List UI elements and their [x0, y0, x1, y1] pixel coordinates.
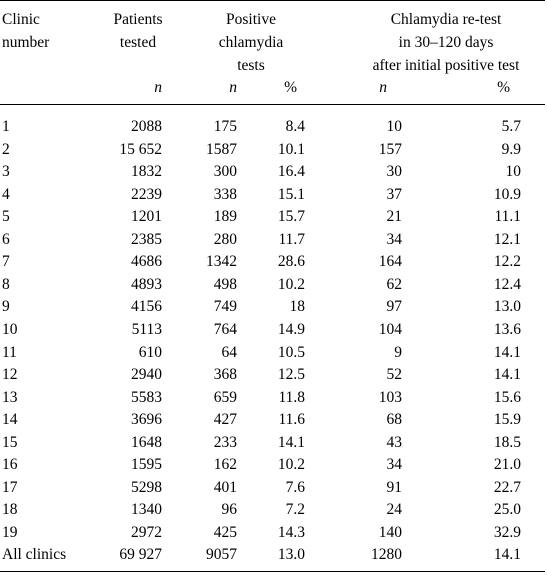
- subheader-retest-n: n: [379, 79, 387, 96]
- cell-retest-n: 24: [386, 501, 402, 519]
- cell-retest-n: 97: [386, 298, 402, 316]
- cell-positive-n: 189: [213, 208, 237, 226]
- cell-patients-tested: 69 927: [119, 546, 162, 564]
- cell-clinic-number: 2: [2, 140, 10, 158]
- cell-patients-tested: 2385: [131, 230, 162, 248]
- header-patients-line1: Patients: [113, 11, 163, 28]
- cell-positive-n: 300: [213, 163, 237, 181]
- cell-positive-pct: 10.2: [277, 456, 305, 474]
- cell-retest-n: 104: [378, 320, 402, 338]
- cell-retest-pct: 13.6: [493, 320, 521, 338]
- table-row: [0, 498, 547, 521]
- cell-positive-pct: 14.1: [277, 433, 305, 451]
- cell-patients-tested: 1832: [131, 163, 162, 181]
- cell-clinic-number: All clinics: [2, 546, 67, 564]
- cell-retest-n: 43: [386, 433, 402, 451]
- cell-positive-n: 96: [221, 501, 237, 519]
- cell-retest-pct: 13.0: [493, 298, 521, 316]
- header-retest: [349, 8, 543, 77]
- cell-retest-pct: 5.7: [501, 118, 521, 135]
- cell-patients-tested: 1648: [131, 433, 162, 451]
- cell-patients-tested: 2972: [131, 523, 162, 541]
- cell-clinic-number: 6: [2, 230, 10, 248]
- cell-retest-pct: 25.0: [493, 501, 521, 519]
- cell-retest-pct: 9.9: [501, 140, 521, 158]
- table-row: [0, 453, 547, 476]
- table-row: [0, 228, 547, 251]
- table-row: [0, 431, 547, 454]
- cell-retest-n: 164: [378, 253, 402, 271]
- table-row: [0, 476, 547, 499]
- table-row: [0, 543, 547, 566]
- cell-positive-pct: 16.4: [277, 163, 305, 181]
- cell-positive-pct: 18: [289, 298, 305, 316]
- cell-clinic-number: 8: [2, 275, 10, 293]
- cell-retest-pct: 12.4: [493, 275, 521, 293]
- cell-retest-n: 34: [386, 230, 402, 248]
- cell-retest-pct: 32.9: [493, 523, 521, 541]
- cell-clinic-number: 18: [2, 501, 18, 519]
- table-row: [0, 521, 547, 544]
- header-retest-line2: in 30–120 days: [398, 34, 494, 51]
- cell-positive-n: 498: [213, 275, 237, 293]
- table-row: [0, 115, 547, 138]
- cell-patients-tested: 2940: [131, 366, 162, 384]
- header-retest-line3: after initial positive test: [372, 57, 520, 74]
- cell-clinic-number: 4: [2, 185, 10, 203]
- header-patients-line2: tested: [119, 34, 157, 51]
- cell-retest-n: 103: [378, 388, 402, 406]
- cell-retest-n: 30: [386, 163, 402, 181]
- cell-clinic-number: 14: [2, 411, 18, 429]
- cell-retest-n: 34: [386, 456, 402, 474]
- header-positive-tests: [206, 8, 296, 77]
- cell-patients-tested: 2088: [131, 118, 162, 135]
- cell-retest-pct: 11.1: [494, 208, 521, 226]
- cell-clinic-number: 11: [2, 343, 17, 361]
- header-positive-line1: Positive: [226, 11, 276, 28]
- cell-retest-n: 157: [378, 140, 402, 158]
- cell-retest-pct: 22.7: [493, 478, 521, 496]
- cell-positive-n: 659: [213, 388, 237, 406]
- cell-retest-n: 37: [386, 185, 402, 203]
- cell-clinic-number: 3: [2, 163, 10, 181]
- cell-positive-pct: 11.8: [278, 388, 305, 406]
- cell-retest-pct: 12.2: [493, 253, 521, 271]
- cell-clinic-number: 1: [2, 118, 10, 135]
- cell-positive-n: 1342: [206, 253, 237, 271]
- table-bottom-rule: [0, 571, 545, 572]
- table-row: [0, 273, 547, 296]
- cell-positive-pct: 7.6: [285, 478, 305, 496]
- cell-retest-pct: 12.1: [493, 230, 521, 248]
- table-row: [0, 205, 547, 228]
- cell-positive-pct: 12.5: [277, 366, 305, 384]
- cell-patients-tested: 1340: [131, 501, 162, 519]
- cell-patients-tested: 5583: [131, 388, 162, 406]
- cell-positive-pct: 10.2: [277, 275, 305, 293]
- table-row: [0, 408, 547, 431]
- subheader-positive-n: n: [229, 79, 237, 96]
- table-top-rule: [0, 0, 545, 1]
- cell-retest-pct: 14.1: [493, 546, 521, 564]
- cell-clinic-number: 12: [2, 366, 18, 384]
- cell-patients-tested: 610: [138, 343, 162, 361]
- cell-retest-n: 10: [386, 118, 402, 135]
- cell-positive-pct: 28.6: [277, 253, 305, 271]
- cell-clinic-number: 16: [2, 456, 18, 474]
- table-header-rule: [0, 104, 545, 105]
- cell-patients-tested: 1201: [131, 208, 162, 226]
- table-row: [0, 386, 547, 409]
- table-row: [0, 138, 547, 161]
- table-row: [0, 318, 547, 341]
- cell-retest-n: 9: [394, 343, 402, 361]
- cell-positive-n: 338: [213, 185, 237, 203]
- cell-patients-tested: 15 652: [119, 140, 162, 158]
- cell-positive-pct: 10.1: [277, 140, 305, 158]
- cell-positive-n: 427: [213, 411, 237, 429]
- cell-retest-pct: 10: [505, 163, 521, 181]
- cell-retest-pct: 14.1: [493, 343, 521, 361]
- cell-clinic-number: 10: [2, 320, 18, 338]
- cell-positive-pct: 7.2: [285, 501, 305, 519]
- subheader-retest-pct: %: [497, 79, 510, 96]
- cell-patients-tested: 4156: [131, 298, 162, 316]
- table-row: [0, 295, 547, 318]
- cell-positive-n: 9057: [206, 546, 237, 564]
- cell-retest-n: 140: [378, 523, 402, 541]
- header-patients-tested: [107, 8, 169, 54]
- cell-positive-n: 749: [213, 298, 237, 316]
- cell-positive-n: 368: [213, 366, 237, 384]
- cell-patients-tested: 5113: [131, 320, 162, 338]
- cell-retest-n: 62: [386, 275, 402, 293]
- cell-positive-pct: 15.1: [277, 185, 305, 203]
- cell-positive-pct: 11.7: [278, 230, 305, 248]
- header-clinic-number: [2, 8, 49, 54]
- table-row: [0, 363, 547, 386]
- header-clinic-line1: Clinic: [2, 11, 40, 28]
- header-retest-line1: Chlamydia re-test: [390, 11, 502, 28]
- cell-positive-n: 233: [213, 433, 237, 451]
- table-row: [0, 160, 547, 183]
- cell-clinic-number: 19: [2, 523, 18, 541]
- cell-patients-tested: 2239: [131, 185, 162, 203]
- cell-retest-pct: 15.6: [493, 388, 521, 406]
- header-clinic-line2: number: [2, 34, 50, 51]
- cell-positive-pct: 13.0: [277, 546, 305, 564]
- cell-positive-pct: 8.4: [285, 118, 305, 135]
- cell-positive-pct: 14.9: [277, 320, 305, 338]
- cell-clinic-number: 5: [2, 208, 10, 226]
- cell-retest-n: 21: [386, 208, 402, 226]
- cell-retest-pct: 14.1: [493, 366, 521, 384]
- cell-retest-n: 52: [386, 366, 402, 384]
- cell-clinic-number: 9: [2, 298, 10, 316]
- cell-patients-tested: 3696: [131, 411, 162, 429]
- cell-positive-n: 401: [213, 478, 237, 496]
- cell-patients-tested: 4893: [131, 275, 162, 293]
- cell-retest-n: 68: [386, 411, 402, 429]
- cell-retest-n: 1280: [371, 546, 402, 564]
- cell-clinic-number: 7: [2, 253, 10, 271]
- cell-retest-pct: 21.0: [493, 456, 521, 474]
- cell-positive-pct: 11.6: [278, 411, 305, 429]
- subheader-patients-n: n: [154, 79, 162, 96]
- cell-clinic-number: 13: [2, 388, 18, 406]
- table-row: [0, 341, 547, 364]
- cell-retest-pct: 10.9: [493, 185, 521, 203]
- cell-positive-pct: 15.7: [277, 208, 305, 226]
- cell-positive-n: 280: [213, 230, 237, 248]
- cell-patients-tested: 1595: [131, 456, 162, 474]
- cell-positive-n: 764: [213, 320, 237, 338]
- cell-patients-tested: 5298: [131, 478, 162, 496]
- cell-clinic-number: 17: [2, 478, 18, 496]
- header-positive-line2: chlamydia: [218, 34, 284, 51]
- cell-positive-n: 162: [213, 456, 237, 474]
- header-positive-line3: tests: [237, 57, 265, 74]
- cell-positive-n: 1587: [206, 140, 237, 158]
- cell-positive-pct: 14.3: [277, 523, 305, 541]
- cell-positive-pct: 10.5: [277, 343, 305, 361]
- cell-positive-n: 175: [213, 118, 237, 135]
- cell-retest-n: 91: [386, 478, 402, 496]
- table-row: [0, 183, 547, 206]
- cell-retest-pct: 18.5: [493, 433, 521, 451]
- subheader-positive-pct: %: [284, 79, 297, 96]
- cell-patients-tested: 4686: [131, 253, 162, 271]
- cell-positive-n: 64: [221, 343, 237, 361]
- cell-clinic-number: 15: [2, 433, 18, 451]
- cell-retest-pct: 15.9: [493, 411, 521, 429]
- table-row: [0, 250, 547, 273]
- cell-positive-n: 425: [213, 523, 237, 541]
